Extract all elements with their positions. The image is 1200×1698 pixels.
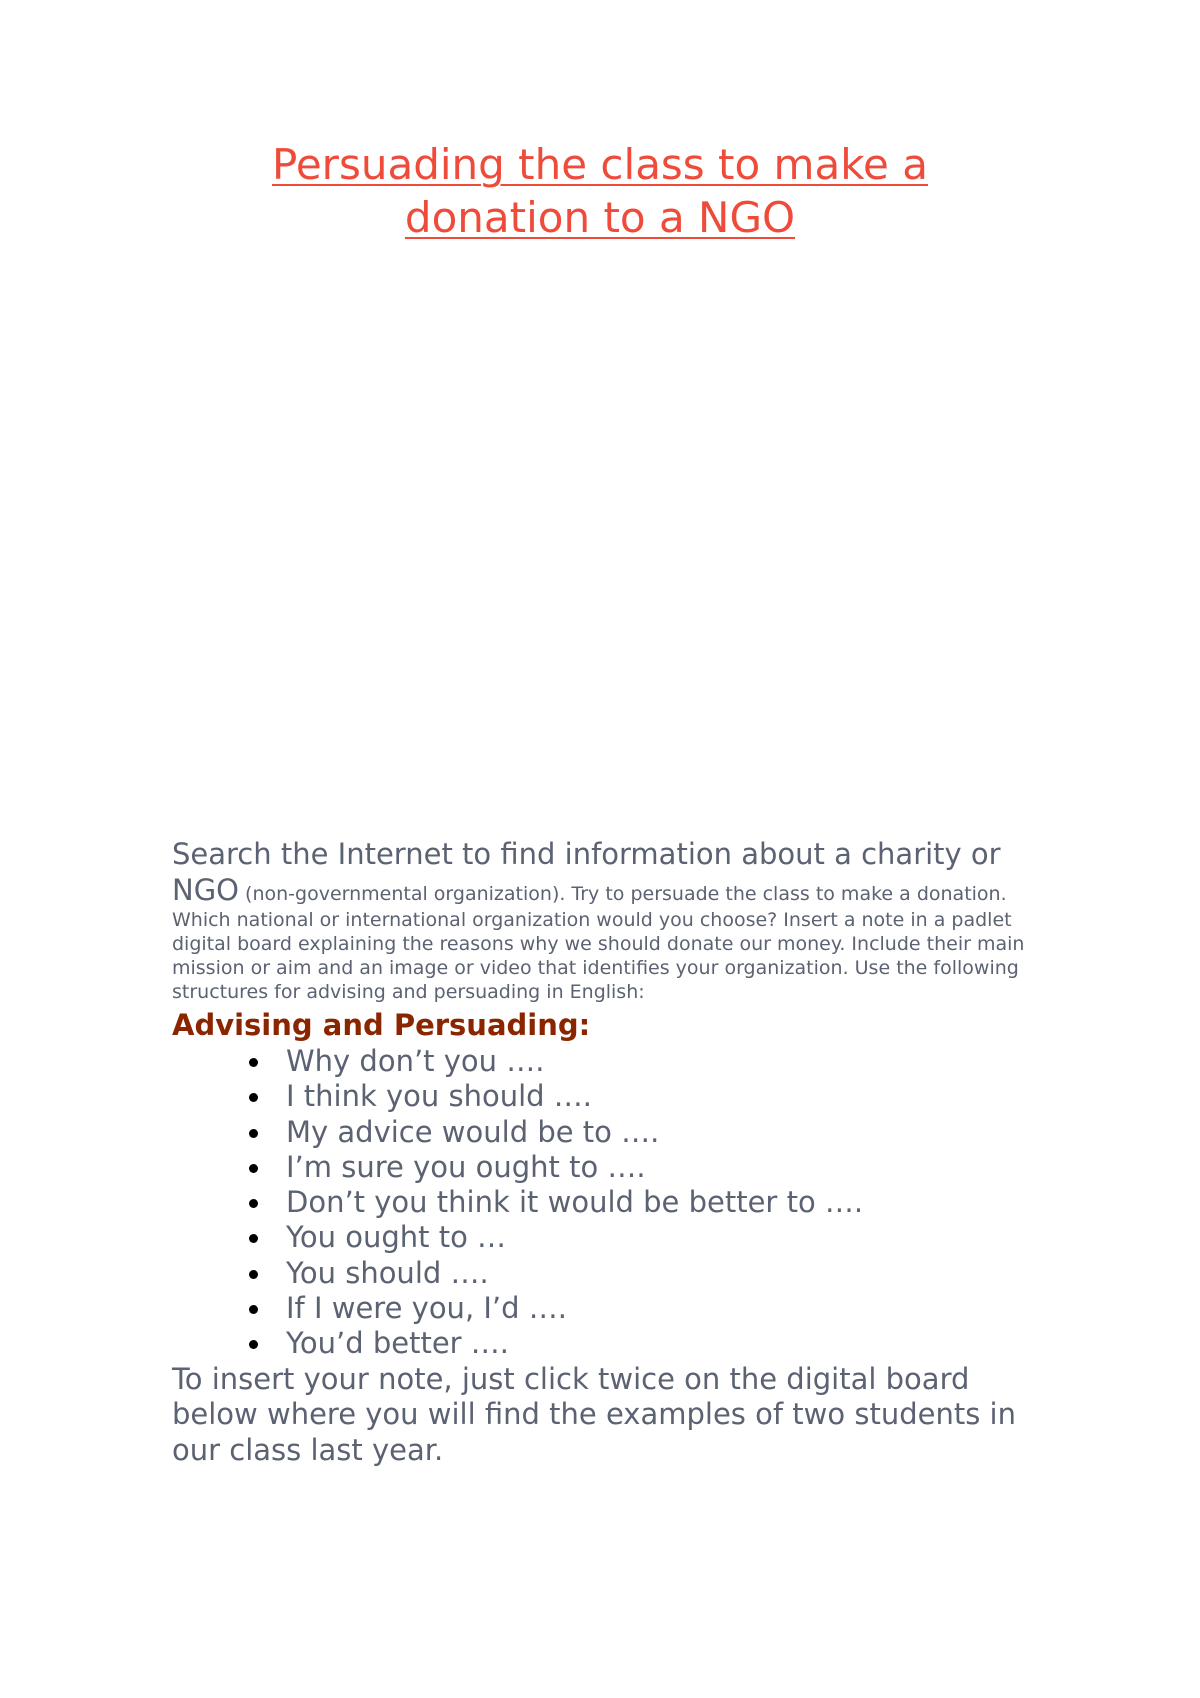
list-item: Don’t you think it would be better to …. (286, 1185, 1052, 1220)
list-item: I think you should …. (286, 1079, 1052, 1114)
list-item: You’d better …. (286, 1326, 1052, 1361)
list-item: Why don’t you …. (286, 1044, 1052, 1079)
phrase-list (172, 1044, 1052, 1362)
closing-paragraph: To insert your note, just click twice on the digital board below where you will find the examples of two students in our class last year. (172, 1361, 1016, 1467)
main-content (172, 836, 1052, 1468)
intro-body: (non-governmental organization). Try to persuade the class to make a donation. Which national or international organization would you choose? Insert a note in a padlet digital board explaining the reasons why we should donate our money. Include their main mission or aim and an image or video that identifies your organization. Use the following structures for advising and persuading in English: (172, 883, 1025, 1003)
title-line-2: donation to a NGO (404, 193, 796, 242)
list-item: If I were you, I’d …. (286, 1291, 1052, 1326)
list-item: You ought to … (286, 1220, 1052, 1255)
section-heading: Advising and Persuading: (172, 1008, 591, 1042)
title-line-1: Persuading the class to make a (272, 140, 928, 189)
list-item: You should …. (286, 1256, 1052, 1291)
list-item: I’m sure you ought to …. (286, 1150, 1052, 1185)
document-title (150, 138, 1050, 244)
list-item: My advice would be to …. (286, 1115, 1052, 1150)
intro-paragraph (172, 836, 1052, 1004)
intro-lead: Search the Internet to find information about a charity or NGO (172, 837, 1001, 907)
